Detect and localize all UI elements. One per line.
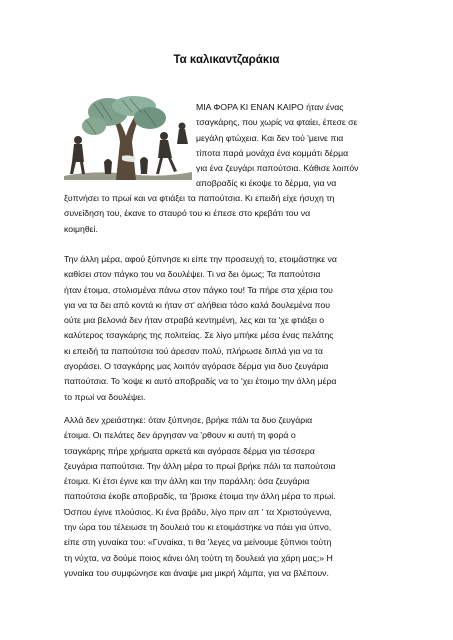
- text-line: Όσπου έγινε πλούσιος. Κι ένα βράδυ, λίγο πριν απ ' τα Χριστούγεννα,: [64, 506, 332, 517]
- paragraph-2: [64, 252, 404, 405]
- text-line: μεγάλη φτώχεια. Και δεν τού 'μεινε πια: [196, 132, 344, 143]
- text-line: παπούτσια. Το 'κοψε κι αυτό αποβραδίς να το 'χει έτοιμο την άλλη μέρα: [64, 376, 337, 387]
- text-line: την ώρα του τέλειωσε τη δουλειά του κι ετοιμάστηκε να πάει για ύπνο,: [64, 522, 332, 533]
- text-line: κι επειδή τα παπούτσια τού άρεσαν πολύ, πλήρωσε διπλά για να τα: [64, 345, 323, 356]
- text-line: έτοιμα. Οι πελάτες δεν άργησαν να 'ρθουν κι αυτή τη φορά ο: [64, 430, 296, 441]
- text-line: κοιμηθεί.: [64, 223, 98, 234]
- woodcut-tree-with-goblins-icon: [64, 96, 192, 180]
- text-line: ήταν έτοιμα, στολισμένα πάνω στον πάγκο του! Τα πήρε στα χέρια του: [64, 284, 333, 295]
- text-line: τη νύχτα, να δούμε ποιος κάνει όλη τούτη τη δουλειά για χάρη μας;» Η: [64, 552, 333, 563]
- text-line: συνείδηση του, έκανε το σταυρό του κι έπεσε στο κρεβάτι του να: [64, 208, 311, 219]
- text-line: παπούτσια έκοβε αποβραδίς, τα 'βρισκε έτοιμα την άλλη μέρα το πρωί.: [64, 491, 336, 502]
- text-line: για ένα ζευγάρι παπούτσια. Κάθισε λοιπόν: [196, 163, 359, 174]
- paragraph-3: [64, 413, 404, 581]
- text-line: αγοράσει. Ο τσαγκάρης μας λοιπόν αγόρασε δέρμα για δυο ζευγάρια: [64, 361, 329, 372]
- text-line: καλύτερος τσαγκάρης της πολιτείας. Σε λίγο μπήκε μέσα ένας πελάτης: [64, 330, 334, 341]
- text-line: για να τα δει από κοντά κι ήταν στ' αλήθεια τόσο καλά δουλεμένα που: [64, 299, 330, 310]
- paragraph-1-float: [196, 100, 396, 192]
- text-line: γυναίκα του συμφώνησε και άναψε μια μικρή λάμπα, για να βλέπουν.: [64, 567, 329, 578]
- text-line: το πρωί να δουλέψει.: [64, 391, 146, 402]
- text-line: ξυπνήσει το πρωί και να φτιάξει τα παπούτσια. Κι επειδή είχε ήσυχη τη: [64, 193, 335, 203]
- text-line: είπε στη γυναίκα του: «Γυναίκα, τι θα 'λεγες να μείνουμε ξύπνιοι τούτη: [64, 537, 332, 548]
- text-line: καθίσει στον πάγκο του να δουλέψει. Τι να δει όμως; Τα παπούτσια: [64, 269, 321, 280]
- text-line: τσαγκάρης πήρε χρήματα αρκετά και αγόρασε δέρμα για τέσσερα: [64, 445, 315, 456]
- paragraph-1: [64, 191, 404, 237]
- text-line: έτοιμα. Κι έτσι έγινε και την άλλη και την παράλλη: όσα ζευγάρια: [64, 476, 310, 487]
- text-line: ζευγάρια παπούτσια. Την άλλη μέρα το πρωί βρήκε πάλι τα παπούτσια: [64, 460, 336, 471]
- document-title: Τα καλικαντζαράκια: [173, 54, 280, 66]
- text-line: τίποτα παρά μονάχα ένα κομμάτι δέρμα: [196, 147, 349, 158]
- text-line: αποβραδίς κι έκοψε το δέρμα, για να: [196, 178, 337, 189]
- text-line: ΜΙΑ ΦΟΡΑ ΚΙ ΕΝΑΝ ΚΑΙΡΟ ήταν ένας: [196, 102, 344, 112]
- text-line: Την άλλη μέρα, αφού ξύπνησε κι είπε την προσευχή το, ετοιμάστηκε να: [64, 254, 337, 264]
- text-line: τσαγκάρης, που χωρίς να φταίει, έπεσε σε: [196, 117, 358, 128]
- text-line: ούτε μια βελονιά δεν ήταν στραβά κεντημένη, λες και τα 'χε φτιάξει ο: [64, 315, 325, 326]
- text-line: Αλλά δεν χρειάστηκε: όταν ξύπνησε, βρήκε πάλι τα δυο ζευγάρια: [64, 415, 313, 425]
